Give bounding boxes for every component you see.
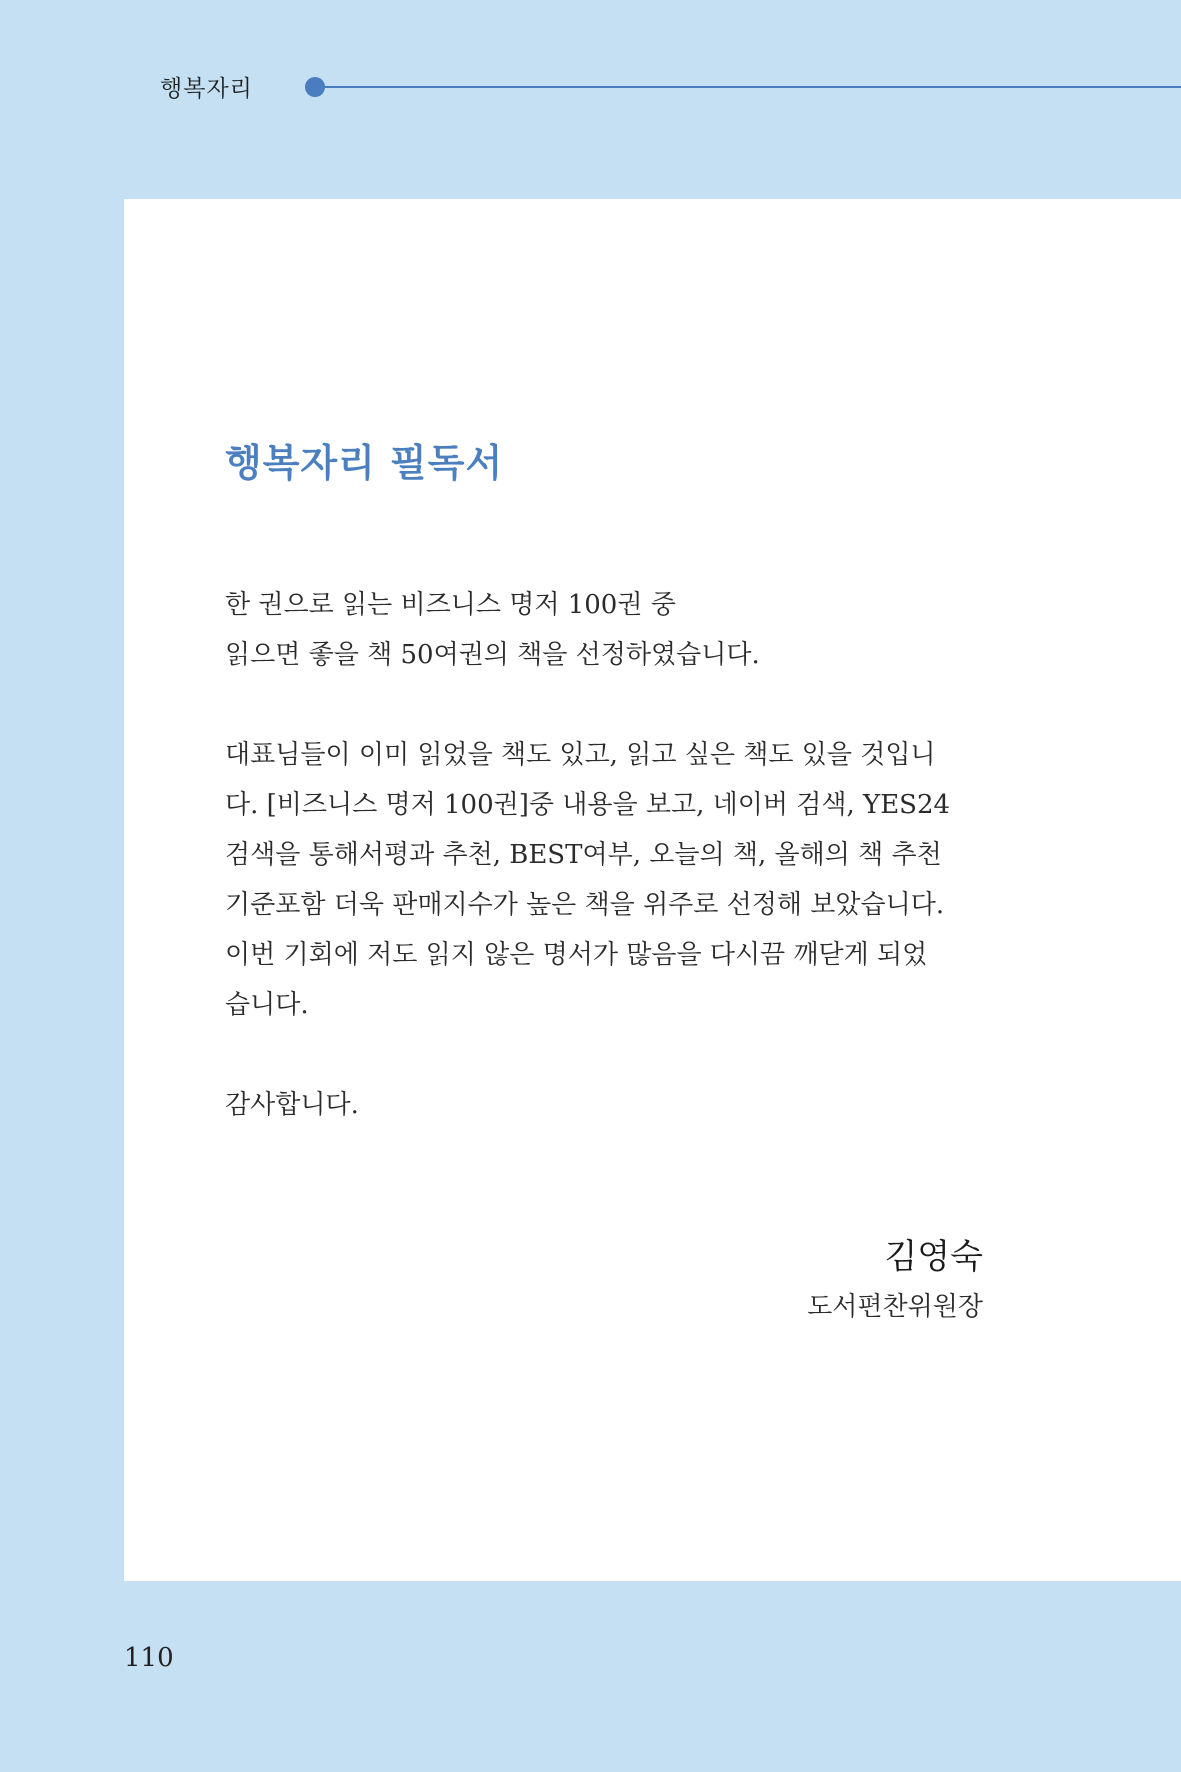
header-rule-line xyxy=(322,86,1181,88)
signature-block xyxy=(807,1232,983,1330)
paragraph-intro xyxy=(225,580,1005,680)
text-line: 습니다. xyxy=(225,990,309,1020)
text-line: 읽으면 좋을 책 50여권의 책을 선정하였습니다. xyxy=(225,640,760,670)
page-title: 행복자리 필독서 xyxy=(225,441,504,485)
text-line: 검색을 통해서평과 추천, BEST여부, 오늘의 책, 올해의 책 추천 xyxy=(225,840,942,870)
running-head-title: 행복자리 xyxy=(160,76,253,102)
signature-role: 도서편찬위원장 xyxy=(807,1292,983,1322)
text-line: 대표님들이 이미 읽었을 책도 있고, 읽고 싶은 책도 있을 것입니 xyxy=(225,740,936,770)
text-line: 다. [비즈니스 명저 100권]중 내용을 보고, 네이버 검색, YES24 xyxy=(225,790,951,820)
signature-name: 김영숙 xyxy=(884,1237,983,1277)
text-line: 기준포함 더욱 판매지수가 높은 책을 위주로 선정해 보았습니다. xyxy=(225,890,945,920)
text-line: 감사합니다. xyxy=(225,1090,359,1120)
text-line: 이번 기회에 저도 읽지 않은 명서가 많음을 다시끔 깨닫게 되었 xyxy=(225,940,928,970)
page-number: 110 xyxy=(124,1643,174,1673)
text-line: 한 권으로 읽는 비즈니스 명저 100권 중 xyxy=(225,590,676,620)
body-text xyxy=(225,580,1005,1180)
paragraph-closing xyxy=(225,1080,1005,1130)
paragraph-main xyxy=(225,730,1005,1030)
